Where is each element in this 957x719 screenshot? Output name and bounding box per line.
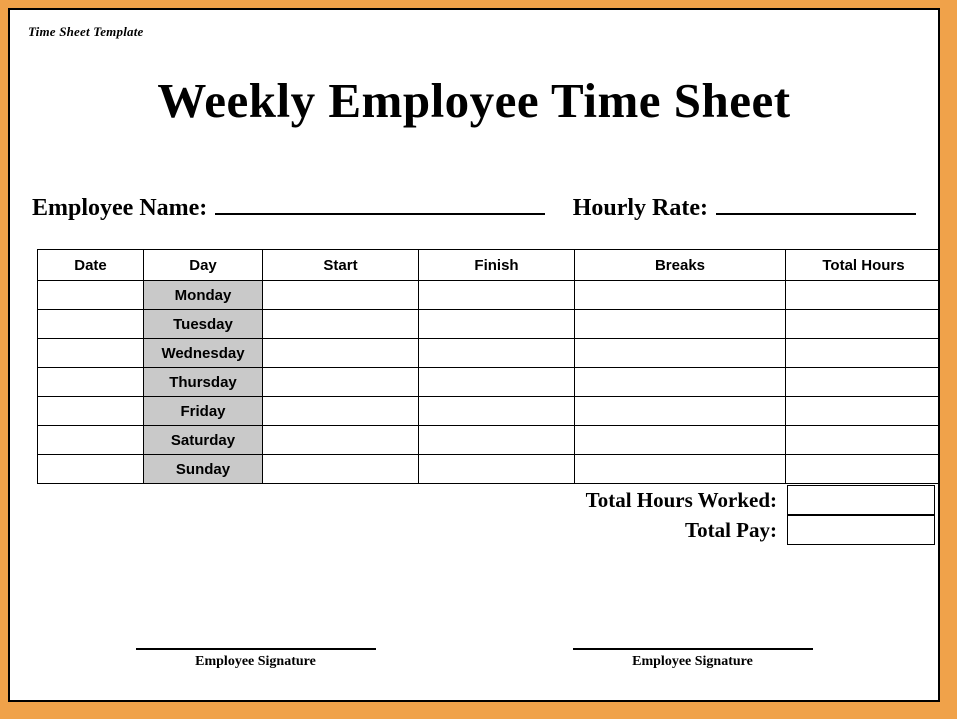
cell-date[interactable] <box>38 426 144 455</box>
column-header-start: Start <box>263 250 419 281</box>
cell-start[interactable] <box>263 339 419 368</box>
table-row <box>38 397 941 426</box>
total-hours-worked-row <box>37 485 935 515</box>
cell-date[interactable] <box>38 455 144 484</box>
total-pay-label: Total Pay: <box>685 517 777 542</box>
cell-finish[interactable] <box>419 339 575 368</box>
table-row <box>38 281 941 310</box>
hourly-rate-field[interactable] <box>716 195 916 215</box>
cell-start[interactable] <box>263 455 419 484</box>
table-row <box>38 310 941 339</box>
total-hours-worked-field[interactable] <box>787 485 935 515</box>
table-row <box>38 368 941 397</box>
cell-start[interactable] <box>263 281 419 310</box>
cell-total-hours[interactable] <box>786 310 941 339</box>
total-pay-field[interactable] <box>787 515 935 545</box>
column-header-breaks: Breaks <box>575 250 786 281</box>
cell-start[interactable] <box>263 368 419 397</box>
table-row <box>38 339 941 368</box>
column-header-finish: Finish <box>419 250 575 281</box>
employee-signature-field-left[interactable] <box>136 647 376 650</box>
hourly-rate-label: Hourly Rate: <box>572 195 708 221</box>
employee-signature-label-right: Employee Signature <box>632 654 753 669</box>
cell-finish[interactable] <box>419 455 575 484</box>
cell-day: Tuesday <box>144 310 263 339</box>
cell-start[interactable] <box>263 397 419 426</box>
totals-block <box>37 485 935 545</box>
cell-total-hours[interactable] <box>786 281 941 310</box>
cell-breaks[interactable] <box>575 368 786 397</box>
column-header-total-hours: Total Hours <box>786 250 941 281</box>
cell-breaks[interactable] <box>575 339 786 368</box>
cell-date[interactable] <box>38 368 144 397</box>
cell-day: Wednesday <box>144 339 263 368</box>
cell-total-hours[interactable] <box>786 339 941 368</box>
cell-start[interactable] <box>263 310 419 339</box>
signature-area <box>37 647 911 670</box>
cell-finish[interactable] <box>419 426 575 455</box>
table-row <box>38 455 941 484</box>
cell-total-hours[interactable] <box>786 455 941 484</box>
cell-total-hours[interactable] <box>786 368 941 397</box>
employee-name-field[interactable] <box>215 195 545 215</box>
cell-date[interactable] <box>38 281 144 310</box>
cell-start[interactable] <box>263 426 419 455</box>
cell-total-hours[interactable] <box>786 397 941 426</box>
cell-finish[interactable] <box>419 310 575 339</box>
total-hours-worked-label: Total Hours Worked: <box>585 487 777 512</box>
cell-finish[interactable] <box>419 281 575 310</box>
signature-block-right <box>474 647 911 670</box>
cell-date[interactable] <box>38 397 144 426</box>
employee-signature-label-left: Employee Signature <box>195 654 316 669</box>
table-header-row <box>38 250 941 281</box>
signature-block-left <box>37 647 474 670</box>
template-caption: Time Sheet Template <box>28 24 144 39</box>
cell-day: Sunday <box>144 455 263 484</box>
cell-day: Thursday <box>144 368 263 397</box>
cell-breaks[interactable] <box>575 397 786 426</box>
cell-date[interactable] <box>38 310 144 339</box>
cell-date[interactable] <box>38 339 144 368</box>
page-title: Weekly Employee Time Sheet <box>157 73 791 128</box>
cell-breaks[interactable] <box>575 426 786 455</box>
timesheet-table <box>37 249 940 484</box>
cell-total-hours[interactable] <box>786 426 941 455</box>
employee-name-label: Employee Name: <box>32 195 208 221</box>
cell-finish[interactable] <box>419 397 575 426</box>
column-header-day: Day <box>144 250 263 281</box>
cell-day: Saturday <box>144 426 263 455</box>
employee-signature-field-right[interactable] <box>573 647 813 650</box>
table-row <box>38 426 941 455</box>
cell-day: Monday <box>144 281 263 310</box>
header-fields <box>32 195 916 222</box>
total-pay-row <box>37 515 935 545</box>
column-header-date: Date <box>38 250 144 281</box>
cell-breaks[interactable] <box>575 310 786 339</box>
document-page <box>8 8 940 702</box>
cell-breaks[interactable] <box>575 281 786 310</box>
cell-day: Friday <box>144 397 263 426</box>
cell-finish[interactable] <box>419 368 575 397</box>
cell-breaks[interactable] <box>575 455 786 484</box>
